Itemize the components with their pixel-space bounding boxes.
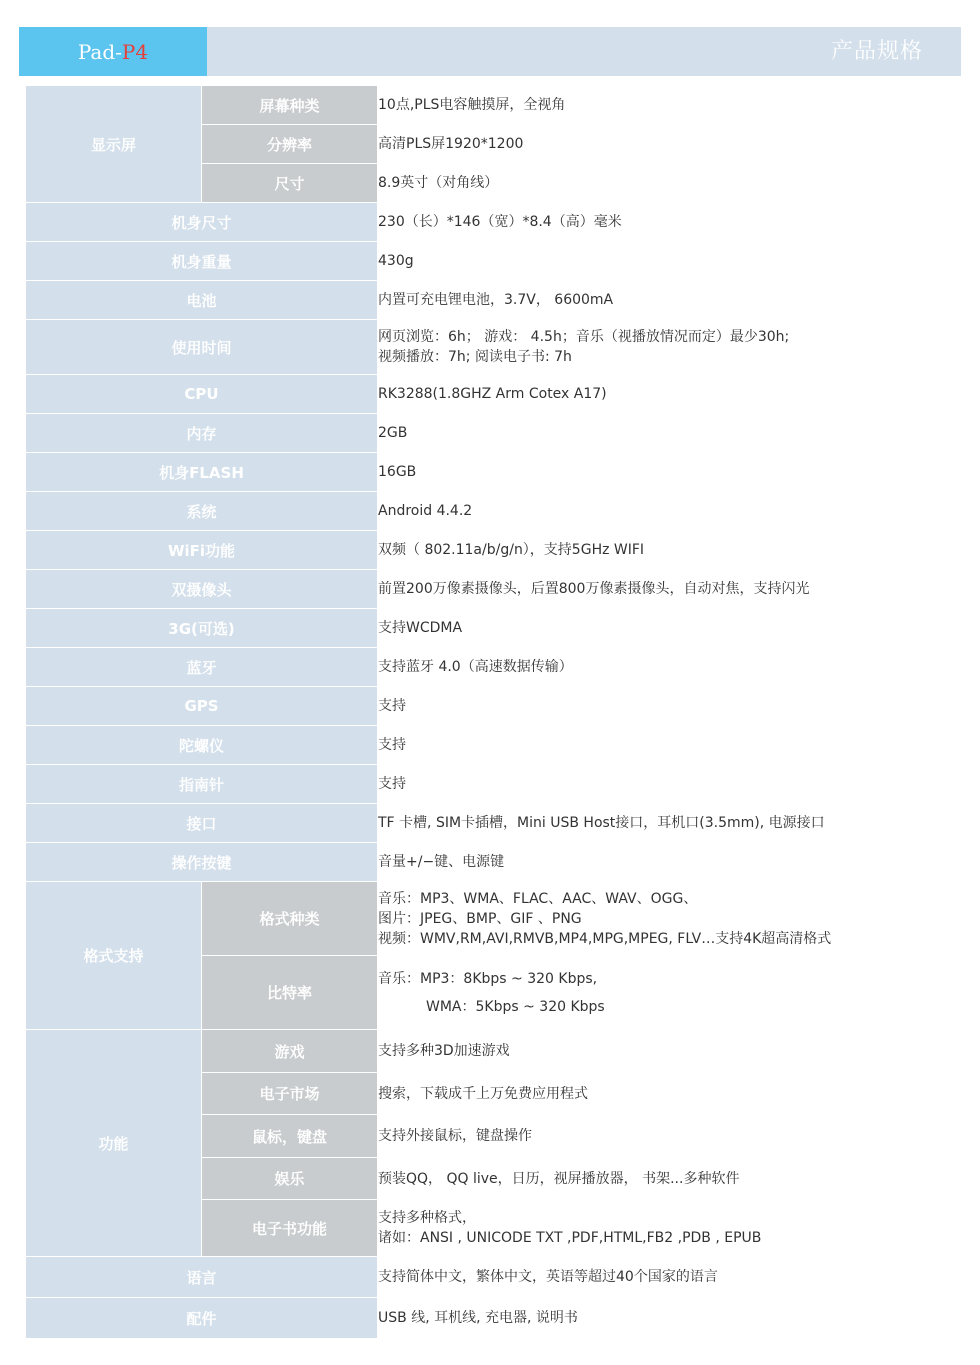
model-accent: P4	[121, 39, 149, 64]
spec-value-size: 8.9英寸（对角线）	[378, 164, 956, 203]
spec-label-ports: 接口	[26, 804, 378, 843]
table-row	[26, 609, 956, 648]
spec-label-accessories: 配件	[26, 1298, 378, 1339]
spec-label-gyroscope: 陀螺仪	[26, 726, 378, 765]
spec-value-entertainment: 预装QQ， QQ live，日历，视屏播放器， 书架...多种软件	[378, 1158, 956, 1200]
spec-value-battery: 内置可充电锂电池，3.7V， 6600mA	[378, 281, 956, 320]
table-row	[26, 882, 956, 956]
spec-value-compass: 支持	[378, 765, 956, 804]
table-row	[26, 242, 956, 281]
ebook-line-1: 支持多种格式，	[378, 1210, 476, 1226]
model-prefix: Pad-	[77, 39, 122, 64]
table-row	[26, 726, 956, 765]
table-row	[26, 203, 956, 242]
spec-value-body-size: 230（长）*146（宽）*8.4（高）毫米	[378, 203, 956, 242]
spec-label-wifi: WiFi功能	[26, 531, 378, 570]
table-row	[26, 86, 956, 125]
table-row	[26, 570, 956, 609]
spec-value-cpu: RK3288(1.8GHZ Arm Cotex A17)	[378, 375, 956, 414]
table-row	[26, 1257, 956, 1298]
spec-value-weight: 430g	[378, 242, 956, 281]
table-row	[26, 687, 956, 726]
spec-value-mouse-keyboard: 支持外接鼠标，键盘操作	[378, 1115, 956, 1158]
page-title: 产品规格	[830, 39, 923, 64]
spec-label-language: 语言	[26, 1257, 378, 1298]
model-tab	[19, 27, 207, 76]
format-types-line-3: 视频：WMV,RM,AVI,RMVB,MP4,MPG,MPEG, FLV…支持4K超高清格式	[378, 930, 832, 947]
spec-value-language: 支持简体中文，繁体中文，英语等超过40个国家的语言	[378, 1257, 956, 1298]
spec-label-ebook: 电子书功能	[202, 1200, 378, 1257]
spec-label-cpu: CPU	[26, 375, 378, 414]
spec-label-weight: 机身重量	[26, 242, 378, 281]
table-row	[26, 1298, 956, 1339]
spec-value-ports: TF 卡槽, SIM卡插槽，Mini USB Host接口，耳机口(3.5mm), 电源接口	[378, 804, 956, 843]
table-row	[26, 531, 956, 570]
spec-label-bitrate: 比特率	[202, 956, 378, 1030]
table-row	[26, 375, 956, 414]
spec-value-gps: 支持	[378, 687, 956, 726]
spec-label-usage-time: 使用时间	[26, 320, 378, 375]
spec-label-flash: 机身FLASH	[26, 453, 378, 492]
table-row	[26, 453, 956, 492]
spec-group-formats: 格式支持	[26, 882, 202, 1030]
table-row	[26, 1030, 956, 1073]
spec-value-gyroscope: 支持	[378, 726, 956, 765]
table-row	[26, 414, 956, 453]
spec-value-ebook	[378, 1200, 956, 1257]
spec-label-battery: 电池	[26, 281, 378, 320]
spec-group-display: 显示屏	[26, 86, 202, 203]
bitrate-line-1: 音乐：MP3：8Kbps ~ 320 Kbps,	[378, 970, 598, 987]
table-row	[26, 843, 956, 882]
spec-label-compass: 指南针	[26, 765, 378, 804]
spec-value-accessories: USB 线, 耳机线, 充电器, 说明书	[378, 1298, 956, 1339]
spec-label-size: 尺寸	[202, 164, 378, 203]
spec-value-market: 搜索，下载成千上万免费应用程式	[378, 1073, 956, 1115]
page-header	[19, 27, 961, 76]
spec-value-flash: 16GB	[378, 453, 956, 492]
spec-value-bitrate	[378, 956, 956, 1030]
spec-value-3g: 支持WCDMA	[378, 609, 956, 648]
spec-value-memory: 2GB	[378, 414, 956, 453]
format-types-line-1: 音乐：MP3、WMA、FLAC、AAC、WAV、OGG、	[378, 890, 698, 907]
spec-value-games: 支持多种3D加速游戏	[378, 1030, 956, 1073]
spec-value-resolution: 高清PLS屏1920*1200	[378, 125, 956, 164]
spec-table	[25, 85, 956, 1339]
usage-time-line-2: 视频播放：7h; 阅读电子书: 7h	[378, 349, 572, 365]
spec-label-3g: 3G(可选)	[26, 609, 378, 648]
bitrate-line-2: WMA：5Kbps ~ 320 Kbps	[426, 998, 605, 1015]
spec-value-os: Android 4.4.2	[378, 492, 956, 531]
spec-label-body-size: 机身尺寸	[26, 203, 378, 242]
spec-label-os: 系统	[26, 492, 378, 531]
spec-label-screen-type: 屏幕种类	[202, 86, 378, 125]
usage-time-line-1: 网页浏览：6h； 游戏： 4.5h；音乐（视播放情况而定）最少30h;	[378, 329, 790, 345]
spec-label-bluetooth: 蓝牙	[26, 648, 378, 687]
spec-label-games: 游戏	[202, 1030, 378, 1073]
spec-value-bluetooth: 支持蓝牙 4.0（高速数据传输）	[378, 648, 956, 687]
spec-value-camera: 前置200万像素摄像头，后置800万像素摄像头，自动对焦，支持闪光	[378, 570, 956, 609]
spec-value-wifi: 双频（ 802.11a/b/g/n），支持5GHz WIFI	[378, 531, 956, 570]
spec-value-screen-type: 10点,PLS电容触摸屏，全视角	[378, 86, 956, 125]
spec-value-usage-time	[378, 320, 956, 375]
table-row	[26, 492, 956, 531]
spec-label-entertainment: 娱乐	[202, 1158, 378, 1200]
spec-label-mouse-keyboard: 鼠标，键盘	[202, 1115, 378, 1158]
format-types-line-2: 图片：JPEG、BMP、GIF 、PNG	[378, 910, 582, 927]
spec-value-buttons: 音量+/−键、电源键	[378, 843, 956, 882]
spec-label-format-types: 格式种类	[202, 882, 378, 956]
table-row	[26, 320, 956, 375]
spec-group-functions: 功能	[26, 1030, 202, 1257]
ebook-line-2: 诸如：ANSI , UNICODE TXT ,PDF,HTML,FB2 ,PDB , EPUB	[378, 1230, 762, 1246]
spec-label-market: 电子市场	[202, 1073, 378, 1115]
table-row	[26, 648, 956, 687]
spec-label-memory: 内存	[26, 414, 378, 453]
spec-value-format-types	[378, 882, 956, 956]
table-row	[26, 765, 956, 804]
spec-label-resolution: 分辨率	[202, 125, 378, 164]
spec-label-gps: GPS	[26, 687, 378, 726]
spec-label-camera: 双摄像头	[26, 570, 378, 609]
spec-label-buttons: 操作按键	[26, 843, 378, 882]
table-row	[26, 804, 956, 843]
table-row	[26, 281, 956, 320]
